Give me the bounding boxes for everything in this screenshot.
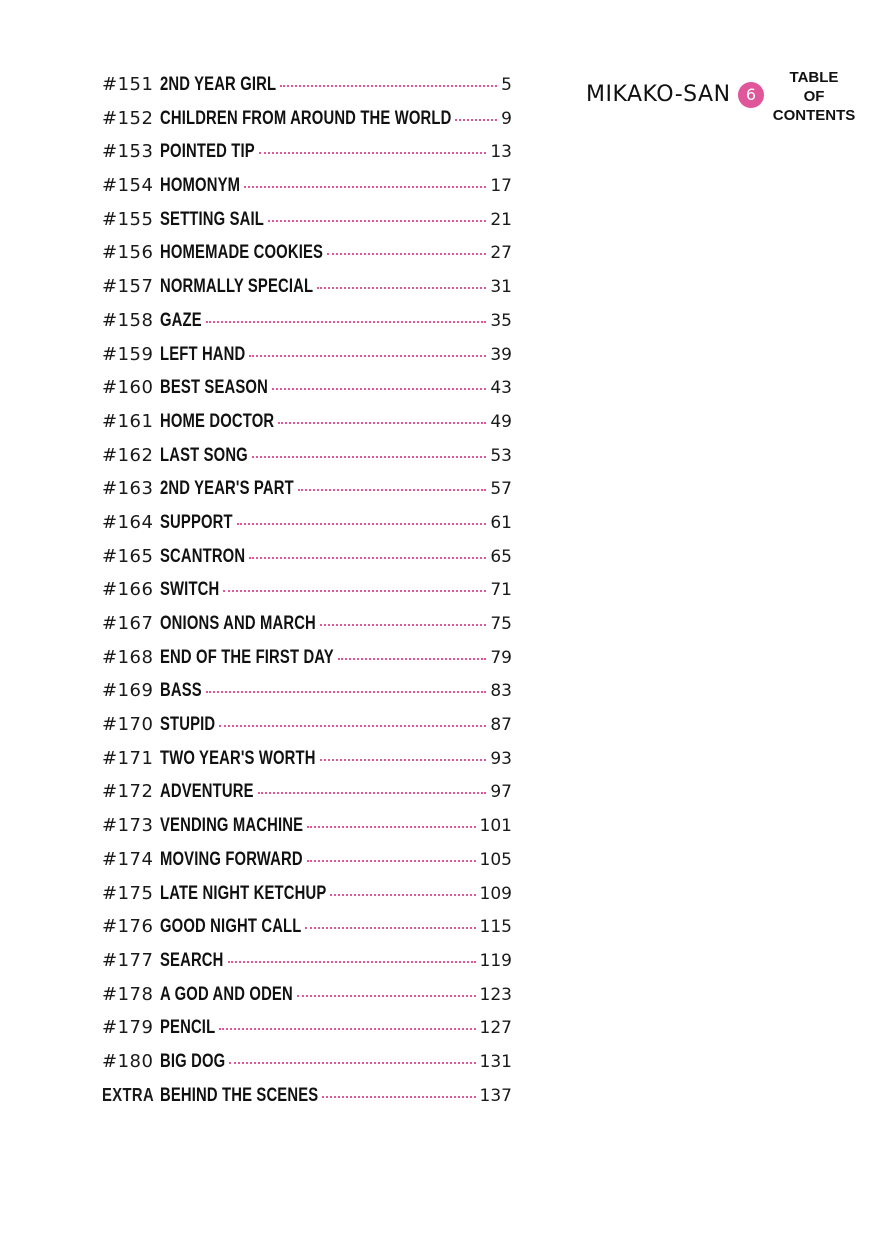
toc-entry[interactable] [102,512,512,546]
chapter-title: SWITCH [160,579,220,601]
page-number: 35 [490,310,512,331]
chapter-title: SCANTRON [160,545,246,567]
chapter-number: #153 [102,141,154,163]
dot-leader [229,1062,475,1064]
chapter-title-wrap [160,175,240,197]
chapter-title-wrap [160,276,313,298]
page-number: 21 [490,209,512,230]
chapter-title-wrap [160,141,255,163]
dot-leader [455,119,497,121]
chapter-title: BEST SEASON [160,377,268,399]
toc-heading-line: TABLE [789,69,839,86]
chapter-title-wrap [160,714,215,736]
chapter-title-wrap [160,849,303,871]
toc-entry[interactable] [102,377,512,411]
toc-entry[interactable] [102,478,512,512]
dot-leader [249,355,486,357]
page-number: 83 [490,681,512,702]
chapter-number: #156 [102,242,154,264]
toc-entry[interactable] [102,74,512,108]
chapter-title-wrap [160,883,326,905]
volume-badge: 6 [738,82,764,108]
toc-entry[interactable] [102,984,512,1018]
toc-entry[interactable] [102,411,512,445]
dot-leader [307,826,475,828]
table-of-contents [102,74,512,1118]
page-number: 93 [490,748,512,769]
chapter-title-wrap [160,445,248,467]
chapter-title-wrap [160,647,334,669]
chapter-number: #154 [102,175,154,197]
chapter-number: #178 [102,983,154,1005]
chapter-number: #163 [102,478,154,500]
page-number: 101 [479,816,512,837]
page-number: 75 [490,614,512,634]
dot-leader [278,422,486,424]
chapter-number: #165 [102,545,154,567]
toc-entry[interactable] [102,1051,512,1085]
chapter-title-wrap [160,1017,215,1039]
toc-entry[interactable] [102,714,512,748]
chapter-number: #151 [102,74,154,95]
chapter-title: STUPID [160,714,216,736]
chapter-title: SEARCH [160,949,224,971]
chapter-title: 2ND YEAR GIRL [160,74,277,95]
page-number: 131 [479,1051,512,1072]
chapter-number: #171 [102,747,154,769]
toc-heading-line: OF [803,88,825,105]
toc-entry[interactable] [102,579,512,613]
chapter-title-wrap [160,613,316,635]
chapter-title: A GOD AND ODEN [160,983,293,1005]
dot-leader [307,860,476,862]
chapter-title-wrap [160,478,294,500]
chapter-title: TWO YEAR'S WORTH [160,747,316,769]
chapter-number: #177 [102,949,154,971]
chapter-title: LEFT HAND [160,343,246,365]
chapter-title: BASS [160,680,202,702]
chapter-title-wrap [160,815,303,837]
chapter-number: #161 [102,410,154,432]
page-number: 79 [490,647,512,668]
page-number: 105 [479,849,512,870]
chapter-number: #160 [102,377,154,399]
chapter-title-wrap [160,1051,225,1073]
page-number: 97 [490,782,512,803]
toc-entry[interactable] [102,209,512,243]
page-number: 57 [490,479,512,500]
page-number: 109 [479,883,512,904]
chapter-title: SUPPORT [160,511,233,533]
chapter-number: #159 [102,343,154,365]
dot-leader [320,759,487,761]
chapter-title: CHILDREN FROM AROUND THE WORLD [160,107,452,129]
toc-entry[interactable] [102,1085,512,1119]
page-number: 119 [479,950,512,971]
chapter-title-wrap [160,108,451,130]
page-number: 127 [479,1018,512,1039]
dot-leader [258,792,487,794]
chapter-title: HOMEMADE COOKIES [160,242,324,264]
toc-entry[interactable] [102,276,512,310]
chapter-title-wrap [160,377,268,399]
dot-leader [249,557,486,559]
chapter-number: #164 [102,511,154,533]
toc-entry[interactable] [102,613,512,647]
dot-leader [272,388,486,390]
chapter-title-wrap [160,748,316,770]
chapter-title-wrap [160,209,264,231]
dot-leader [305,927,475,929]
toc-heading-line: CONTENTS [772,107,856,124]
dot-leader [219,725,486,727]
page-number: 115 [479,917,512,938]
page-number: 87 [490,715,512,736]
chapter-number: #170 [102,714,154,736]
chapter-title: 2ND YEAR'S PART [160,478,294,500]
chapter-title: SETTING SAIL [160,208,264,230]
page-number: 43 [490,378,512,399]
toc-entry[interactable] [102,108,512,142]
page-number: 61 [490,512,512,533]
dot-leader [223,590,486,592]
chapter-title-wrap [160,579,219,601]
chapter-title-wrap [160,950,224,972]
chapter-title: ADVENTURE [160,781,254,803]
chapter-number: #157 [102,276,154,298]
chapter-title: ONIONS AND MARCH [160,613,316,634]
toc-entry[interactable] [102,781,512,815]
dot-leader [338,658,487,660]
chapter-title: NORMALLY SPECIAL [160,276,314,298]
toc-entry[interactable] [102,916,512,950]
chapter-number: #179 [102,1017,154,1039]
toc-entry[interactable] [102,175,512,209]
dot-leader [330,894,475,896]
chapter-number: EXTRA [102,1084,155,1105]
chapter-number: #173 [102,815,154,837]
chapter-title: PENCIL [160,1017,216,1039]
chapter-title-wrap [160,411,274,433]
chapter-title-wrap [160,984,293,1006]
toc-entry[interactable] [102,141,512,175]
chapter-title-wrap [160,781,254,803]
chapter-number: #174 [102,848,154,870]
chapter-title-wrap [160,916,301,938]
page-number: 31 [490,277,512,298]
chapter-title: POINTED TIP [160,141,255,163]
dot-leader [322,1096,475,1098]
page-number: 53 [490,445,512,466]
toc-entry[interactable] [102,310,512,344]
toc-entry[interactable] [102,680,512,714]
toc-heading [772,68,856,125]
dot-leader [298,489,487,491]
chapter-number: #175 [102,882,154,904]
dot-leader [219,1028,475,1030]
toc-entry[interactable] [102,1017,512,1051]
toc-entry[interactable] [102,647,512,681]
toc-entry[interactable] [102,849,512,883]
chapter-number: #155 [102,208,154,230]
dot-leader [327,253,486,255]
page-number: 9 [501,108,512,129]
dot-leader [206,691,487,693]
chapter-title: HOMONYM [160,175,241,197]
chapter-number: #172 [102,781,154,803]
chapter-number: #168 [102,646,154,668]
toc-entry[interactable] [102,748,512,782]
chapter-title-wrap [160,546,245,568]
chapter-title-wrap [160,512,233,534]
page-number: 49 [490,411,512,432]
chapter-title: LAST SONG [160,444,248,466]
chapter-number: #176 [102,916,154,938]
page-number: 39 [490,344,512,365]
chapter-title: LATE NIGHT KETCHUP [160,882,327,904]
toc-entry[interactable] [102,546,512,580]
chapter-title-wrap [160,680,202,702]
page-number: 137 [479,1085,512,1106]
dot-leader [228,961,476,963]
toc-entry[interactable] [102,242,512,276]
chapter-number: #169 [102,680,154,702]
chapter-number: #158 [102,309,154,331]
page-number: 5 [501,75,512,95]
chapter-title-wrap [160,344,245,366]
chapter-number: #167 [102,613,154,634]
chapter-title-wrap [160,1085,318,1107]
page-number: 27 [490,243,512,264]
chapter-number: #162 [102,444,154,466]
toc-entry[interactable] [102,815,512,849]
chapter-number: #180 [102,1050,154,1072]
chapter-title: GAZE [160,309,202,331]
toc-entry[interactable] [102,445,512,479]
page-number: 13 [490,142,512,163]
chapter-title: MOVING FORWARD [160,848,303,870]
chapter-title: END OF THE FIRST DAY [160,646,334,668]
chapter-title: BEHIND THE SCENES [160,1084,319,1106]
toc-entry[interactable] [102,883,512,917]
chapter-number: #166 [102,579,154,601]
chapter-title: GOOD NIGHT CALL [160,916,302,938]
chapter-title: BIG DOG [160,1050,226,1072]
dot-leader [252,456,487,458]
dot-leader [244,186,486,188]
chapter-title-wrap [160,242,323,264]
dot-leader [317,287,486,289]
toc-entry[interactable] [102,950,512,984]
dot-leader [237,523,487,525]
dot-leader [320,624,486,626]
chapter-title-wrap [160,74,276,96]
dot-leader [206,321,487,323]
page-number: 123 [479,984,512,1005]
dot-leader [259,152,487,154]
series-title: MIKAKO-SAN [586,82,731,107]
page-header [586,68,858,128]
chapter-title: HOME DOCTOR [160,410,275,432]
page-number: 17 [490,176,512,197]
page-number: 65 [490,546,512,567]
dot-leader [280,85,497,87]
dot-leader [268,220,486,222]
toc-entry[interactable] [102,344,512,378]
page-number: 71 [490,580,512,601]
chapter-number: #152 [102,107,154,129]
chapter-title-wrap [160,310,202,332]
chapter-title: VENDING MACHINE [160,815,304,837]
dot-leader [297,995,476,997]
